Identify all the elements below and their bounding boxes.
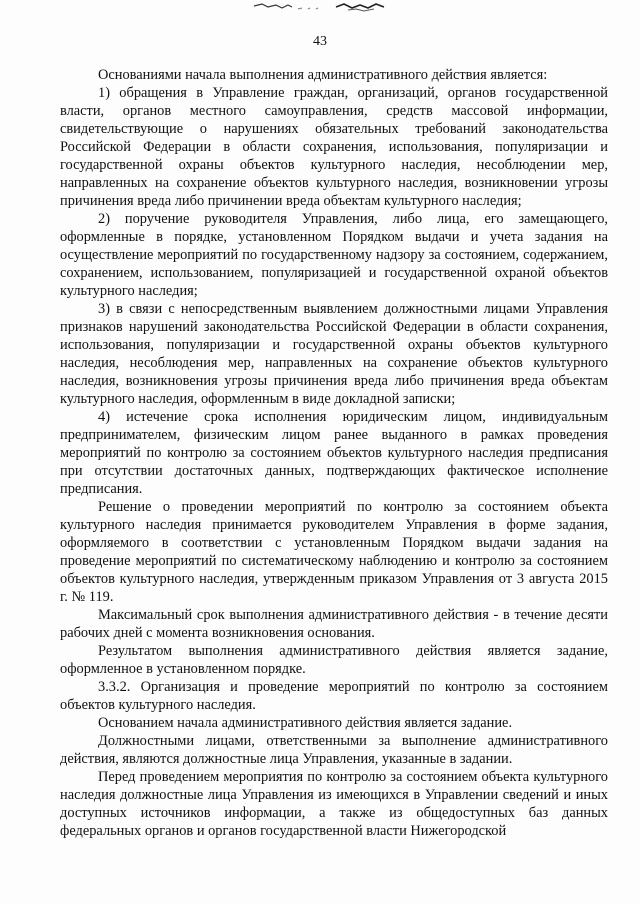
paragraph: Должностными лицами, ответственными за выполнение административного действия, являются должностные лица Управления, указанные в задании.	[60, 733, 608, 767]
paragraph: 1) обращения в Управление граждан, организаций, органов государственной власти, органов местного самоуправления, средств массовой информации, свидетельствующие о нарушениях обязательных требований законодательства Российской Федерации в области сохранения, использования, популяризации и государственной охраны объектов культурного наследия, несоблюдении мер, направленных на сохранение объектов культурного наследия, возникновении угрозы причинения вреда либо причинении вреда объектам культурного наследия;	[60, 85, 608, 209]
paragraph: Перед проведением мероприятия по контролю за состоянием объекта культурного наследия должностные лица Управления из имеющихся в Управлении сведений и иных доступных источников информации, а также из общедоступных баз данных федеральных органов и органов государственной власти Нижегородской	[60, 769, 608, 839]
page-number: 43	[313, 34, 327, 49]
scan-artifact-mark	[252, 0, 392, 14]
paragraph: 3.3.2. Организация и проведение мероприятий по контролю за состоянием объектов культурного наследия.	[60, 679, 608, 713]
paragraph: Результатом выполнения административного действия является задание, оформленное в установленном порядке.	[60, 643, 608, 677]
paragraph: 2) поручение руководителя Управления, либо лица, его замещающего, оформленные в порядке, установленном Порядком выдачи и учета задания на осуществление мероприятий по государственному надзору за состоянием, содержанием, сохранением, использованием, популяризацией и государственной охраной объектов культурного наследия;	[60, 211, 608, 299]
paragraph: Основаниями начала выполнения административного действия является:	[98, 67, 548, 83]
document-body	[60, 66, 608, 840]
paragraph: Основанием начала административного действия является задание.	[98, 715, 513, 731]
paragraph: Решение о проведении мероприятий по контролю за состоянием объекта культурного наследия принимается руководителем Управления в форме задания, оформляемого в соответствии с установленным Порядком выдачи задания на проведение мероприятий по систематическому наблюдению и контролю за состоянием объектов культурного наследия, утвержденным приказом Управления от 3 августа 2015 г. № 119.	[60, 499, 608, 605]
paragraph: 3) в связи с непосредственным выявлением должностными лицами Управления признаков нарушений законодательства Российской Федерации в области сохранения, использования, популяризации и государственной охраны объектов культурного наследия, несоблюдения мер, направленных на сохранение объектов культурного наследия, возникновения угрозы причинения вреда либо причинения вреда объектам культурного наследия, оформленным в виде докладной записки;	[60, 301, 608, 407]
paragraph: 4) истечение срока исполнения юридическим лицом, индивидуальным предпринимателем, физическим лицом ранее выданного в рамках проведения мероприятий по контролю за состоянием объектов культурного наследия предписания при отсутствии достаточных данных, подтверждающих фактическое исполнение предписания.	[60, 409, 608, 497]
paragraph: Максимальный срок выполнения административного действия - в течение десяти рабочих дней с момента возникновения основания.	[60, 607, 608, 641]
